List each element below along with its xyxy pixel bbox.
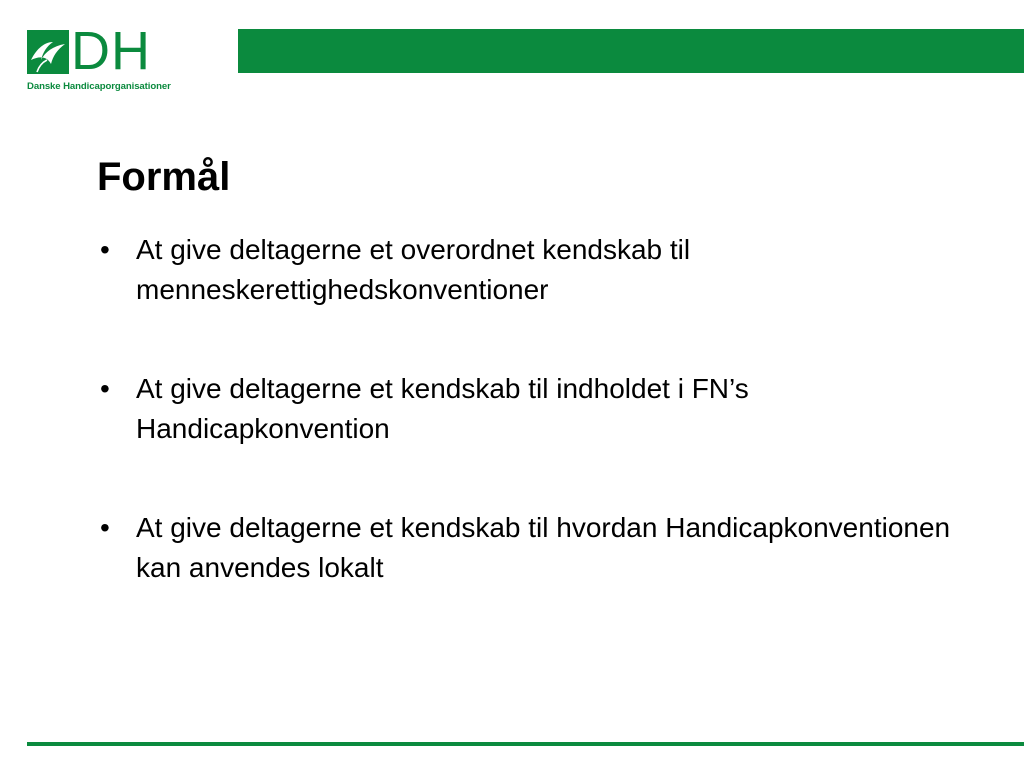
- bullet-text: At give deltagerne et overordnet kendskab til menneskerettighedskonventioner: [136, 234, 691, 305]
- bullet-item: [97, 508, 977, 588]
- logo-letters: DH: [71, 21, 151, 81]
- header-bar: [238, 29, 1024, 73]
- bullet-dot: •: [100, 234, 110, 265]
- bullet-list: [97, 230, 977, 647]
- bullet-dot: •: [100, 373, 110, 404]
- bullet-text: At give deltagerne et kendskab til indholdet i FN’s Handicapkonvention: [136, 373, 749, 444]
- slide-title: Formål: [97, 155, 231, 199]
- logo-caption: Danske Handicaporganisationer: [27, 81, 171, 92]
- bullet-text: At give deltagerne et kendskab til hvordan Handicapkonventionen kan anvendes lokalt: [136, 512, 951, 583]
- bullet-item: [97, 369, 977, 449]
- footer-line: [27, 742, 1024, 746]
- dh-logo: [27, 21, 177, 94]
- bird-icon: [27, 30, 69, 74]
- bullet-dot: •: [100, 512, 110, 543]
- bullet-item: [97, 230, 977, 310]
